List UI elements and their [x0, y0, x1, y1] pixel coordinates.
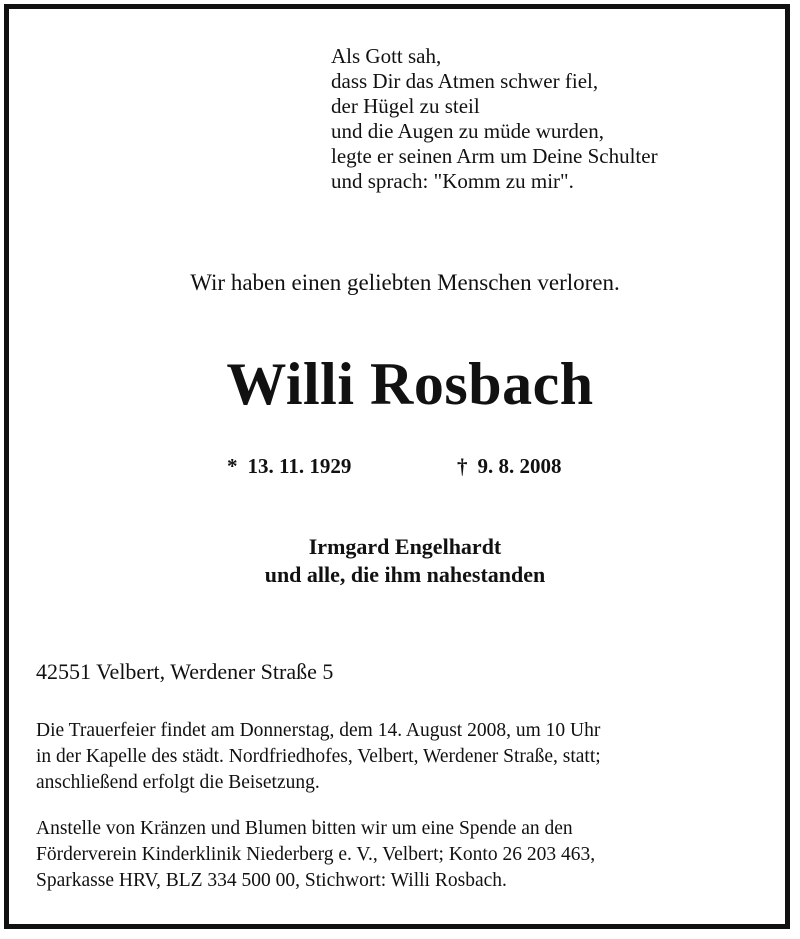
- mourner-line: und alle, die ihm nahestanden: [264, 562, 546, 587]
- death-date-block: [457, 454, 562, 479]
- birth-date-block: [227, 454, 351, 479]
- poem-line: Als Gott sah,: [331, 44, 442, 68]
- donation-info: [36, 816, 595, 894]
- poem-line: legte er seinen Arm um Deine Schulter: [331, 144, 658, 168]
- poem-line: der Hügel zu steil: [331, 94, 480, 118]
- donation-line: Förderverein Kinderklinik Niederberg e. V., Velbert; Konto 26 203 463,: [36, 844, 596, 865]
- poem: [331, 44, 658, 194]
- mourner-line: Irmgard Engelhardt: [308, 534, 502, 559]
- poem-line: und die Augen zu müde wurden,: [331, 119, 604, 143]
- death-date: 9. 8. 2008: [477, 454, 562, 478]
- death-cross-icon: †: [457, 454, 468, 478]
- donation-line: Anstelle von Kränzen und Blumen bitten wir um eine Spende an den: [36, 818, 573, 839]
- funeral-line: anschließend erfolgt die Beisetzung.: [36, 772, 320, 793]
- intro-text: Wir haben einen geliebten Menschen verloren.: [190, 270, 620, 295]
- birth-date: 13. 11. 1929: [247, 454, 352, 478]
- donation-line: Sparkasse HRV, BLZ 334 500 00, Stichwort: Willi Rosbach.: [36, 870, 507, 891]
- funeral-line: in der Kapelle des städt. Nordfriedhofes, Velbert, Werdener Straße, statt;: [36, 746, 601, 767]
- poem-line: und sprach: "Komm zu mir".: [331, 169, 574, 193]
- funeral-line: Die Trauerfeier findet am Donnerstag, dem 14. August 2008, um 10 Uhr: [36, 720, 601, 741]
- birth-star-icon: *: [227, 454, 238, 478]
- address: 42551 Velbert, Werdener Straße 5: [36, 659, 334, 684]
- poem-line: dass Dir das Atmen schwer fiel,: [331, 69, 599, 93]
- mourners: [0, 533, 800, 589]
- funeral-info: [36, 718, 601, 796]
- deceased-name: Willi Rosbach: [226, 351, 594, 417]
